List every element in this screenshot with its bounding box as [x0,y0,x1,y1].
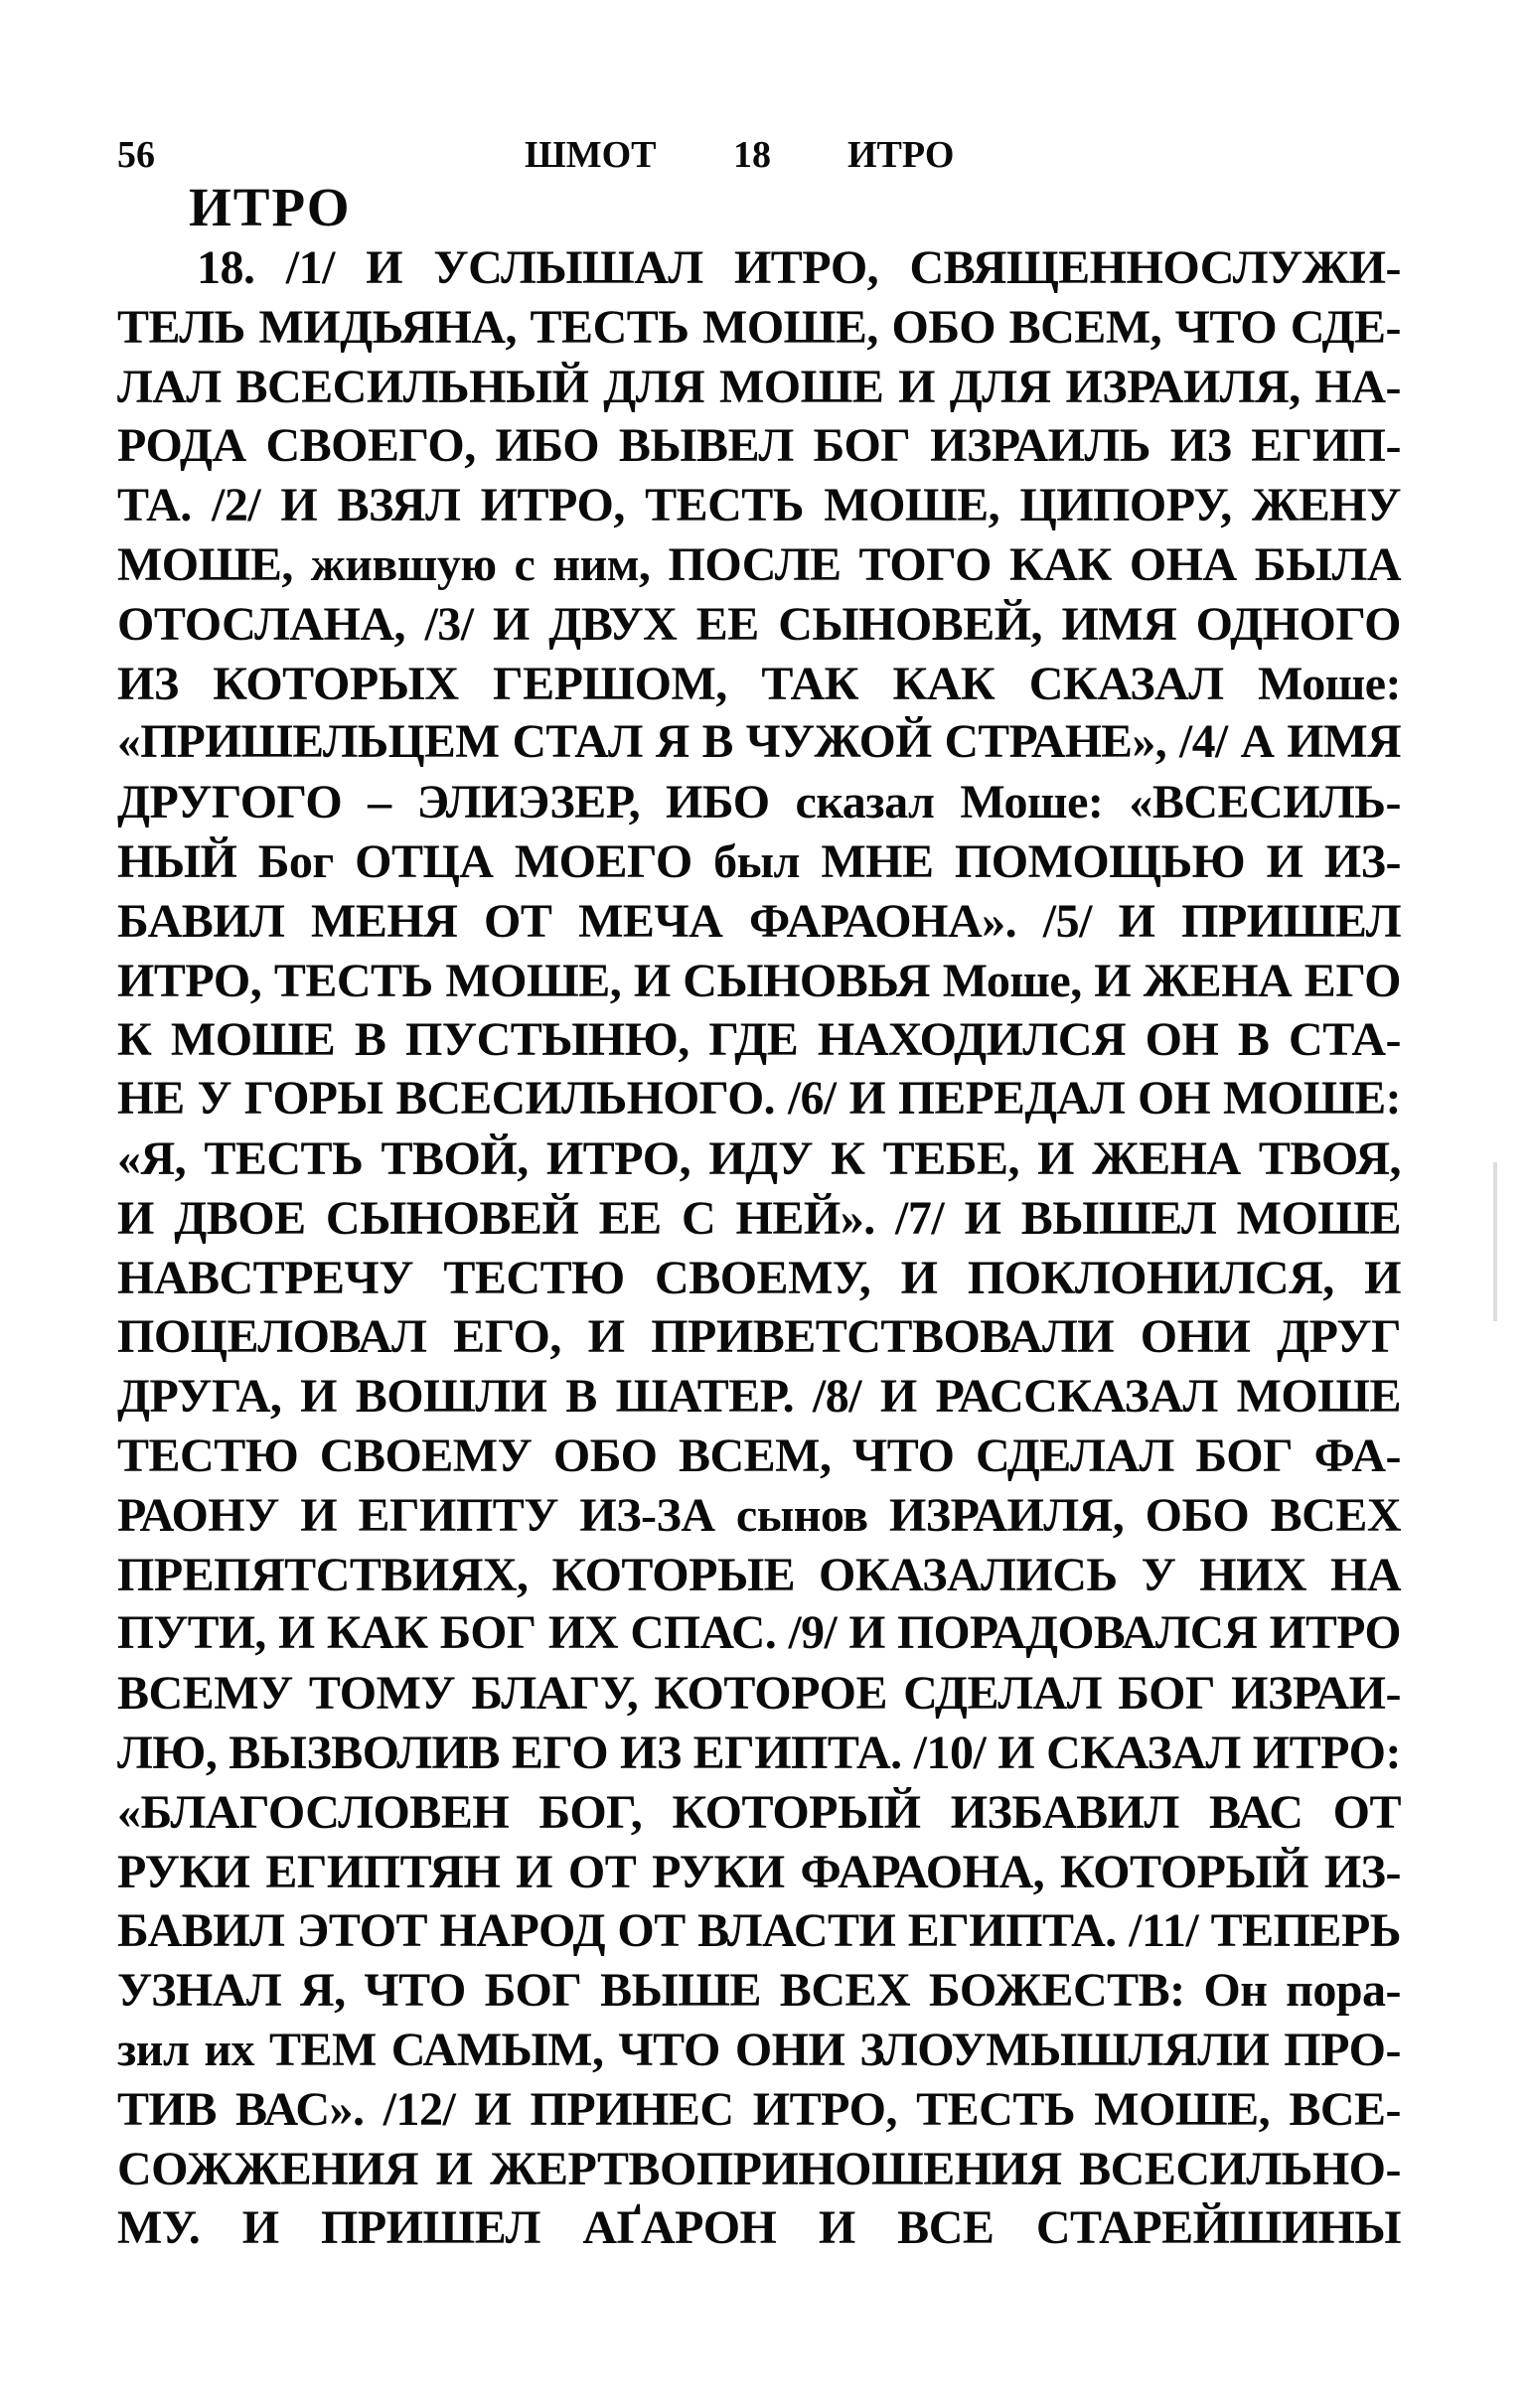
text-line: ТЕЛЬ МИДЬЯНА, ТЕСТЬ МОШЕ, ОБО ВСЕМ, ЧТО СДЕ- [117,300,1401,354]
text-line: ТА. /2/ И ВЗЯЛ ИТРО, ТЕСТЬ МОШЕ, ЦИПОРУ, ЖЕНУ [117,479,1401,532]
text-line: «БЛАГОСЛОВЕН БОГ, КОТОРЫЙ ИЗБАВИЛ ВАС ОТ [117,1785,1401,1839]
text-line: ВСЕМУ ТОМУ БЛАГУ, КОТОРОЕ СДЕЛАЛ БОГ ИЗРАИ- [117,1667,1401,1721]
text-line: БАВИЛ МЕНЯ ОТ МЕЧА ФАРАОНА». /5/ И ПРИШЕЛ [117,894,1401,948]
text-line: МУ. И ПРИШЕЛ АҐАРОН И ВСЕ СТАРЕЙШИНЫ [117,2201,1401,2255]
text-line: ДРУГОГО – ЭЛИЭЗЕР, ИБО сказал Моше: «ВСЕСИЛЬ- [117,776,1401,829]
text-line: «Я, ТЕСТЬ ТВОЙ, ИТРО, ИДУ К ТЕБЕ, И ЖЕНА ТВОЯ, [117,1131,1401,1185]
text-line: РУКИ ЕГИПТЯН И ОТ РУКИ ФАРАОНА, КОТОРЫЙ ИЗ- [117,1845,1401,1898]
text-line: СОЖЖЕНИЯ И ЖЕРТВОПРИНОШЕНИЯ ВСЕСИЛЬНО- [117,2142,1401,2195]
text-line: 18. /1/ И УСЛЫШАЛ ИТРО, СВЯЩЕННОСЛУЖИ- [197,241,1401,294]
running-head-portion: ИТРО [847,134,955,176]
running-head-chapter: 18 [733,134,771,176]
text-line: И ДВОЕ СЫНОВЕЙ ЕЕ С НЕЙ». /7/ И ВЫШЕЛ МОШЕ [117,1191,1401,1245]
page-number: 56 [117,134,155,176]
text-line: РАОНУ И ЕГИПТУ ИЗ-ЗА сынов ИЗРАИЛЯ, ОБО ВСЕХ [117,1488,1401,1542]
text-line: УЗНАЛ Я, ЧТО БОГ ВЫШЕ ВСЕХ БОЖЕСТВ: Он пора- [117,1964,1401,2018]
text-line: ИЗ КОТОРЫХ ГЕРШОМ, ТАК КАК СКАЗАЛ Моше: [117,657,1401,710]
body-text [117,238,1401,2258]
text-line: МОШЕ, жившую с ним, ПОСЛЕ ТОГО КАК ОНА БЫЛА [117,537,1401,591]
text-line: ОТОСЛАНА, /3/ И ДВУХ ЕЕ СЫНОВЕЙ, ИМЯ ОДНОГО [117,597,1401,651]
running-head-book: ШМОТ [525,134,657,176]
text-line: ПРЕПЯТСТВИЯХ, КОТОРЫЕ ОКАЗАЛИСЬ У НИХ НА [117,1548,1401,1601]
text-line: ТИВ ВАС». /12/ И ПРИНЕС ИТРО, ТЕСТЬ МОШЕ, ВСЕ- [117,2082,1401,2136]
text-line: ДРУГА, И ВОШЛИ В ШАТЕР. /8/ И РАССКАЗАЛ МОШЕ [117,1370,1401,1424]
text-line: ИТРО, ТЕСТЬ МОШЕ, И СЫНОВЬЯ Моше, И ЖЕНА ЕГО [117,954,1401,1007]
text-line: ТЕСТЮ СВОЕМУ ОБО ВСЕМ, ЧТО СДЕЛАЛ БОГ ФА- [117,1429,1401,1482]
text-line: ПОЦЕЛОВАЛ ЕГО, И ПРИВЕТСТВОВАЛИ ОНИ ДРУГ [117,1310,1401,1364]
text-line: НЕ У ГОРЫ ВСЕСИЛЬНОГО. /6/ И ПЕРЕДАЛ ОН МОШЕ: [117,1073,1401,1126]
text-line: НЫЙ Бог ОТЦА МОЕГО был МНЕ ПОМОЩЬЮ И ИЗ- [117,834,1401,888]
text-line: ПУТИ, И КАК БОГ ИХ СПАС. /9/ И ПОРАДОВАЛСЯ ИТРО [117,1607,1401,1660]
text-line: К МОШЕ В ПУСТЫНЮ, ГДЕ НАХОДИЛСЯ ОН В СТА- [117,1013,1401,1067]
text-line: БАВИЛ ЭТОТ НАРОД ОТ ВЛАСТИ ЕГИПТА. /11/ ТЕПЕРЬ [117,1904,1401,1958]
section-title: ИТРО [189,177,352,237]
scan-artifact [1493,1162,1497,1321]
text-line: ЛАЛ ВСЕСИЛЬНЫЙ ДЛЯ МОШЕ И ДЛЯ ИЗРАИЛЯ, НА- [117,360,1401,413]
text-line: РОДА СВОЕГО, ИБО ВЫВЕЛ БОГ ИЗРАИЛЬ ИЗ ЕГИП- [117,419,1401,473]
text-line: «ПРИШЕЛЬЦЕМ СТАЛ Я В ЧУЖОЙ СТРАНЕ», /4/ А ИМЯ [117,716,1401,769]
text-line: ЛЮ, ВЫЗВОЛИВ ЕГО ИЗ ЕГИПТА. /10/ И СКАЗАЛ ИТРО: [117,1726,1401,1779]
text-line: НАВСТРЕЧУ ТЕСТЮ СВОЕМУ, И ПОКЛОНИЛСЯ, И [117,1251,1401,1304]
text-line: зил их ТЕМ САМЫМ, ЧТО ОНИ ЗЛОУМЫШЛЯЛИ ПРО- [117,2023,1401,2076]
